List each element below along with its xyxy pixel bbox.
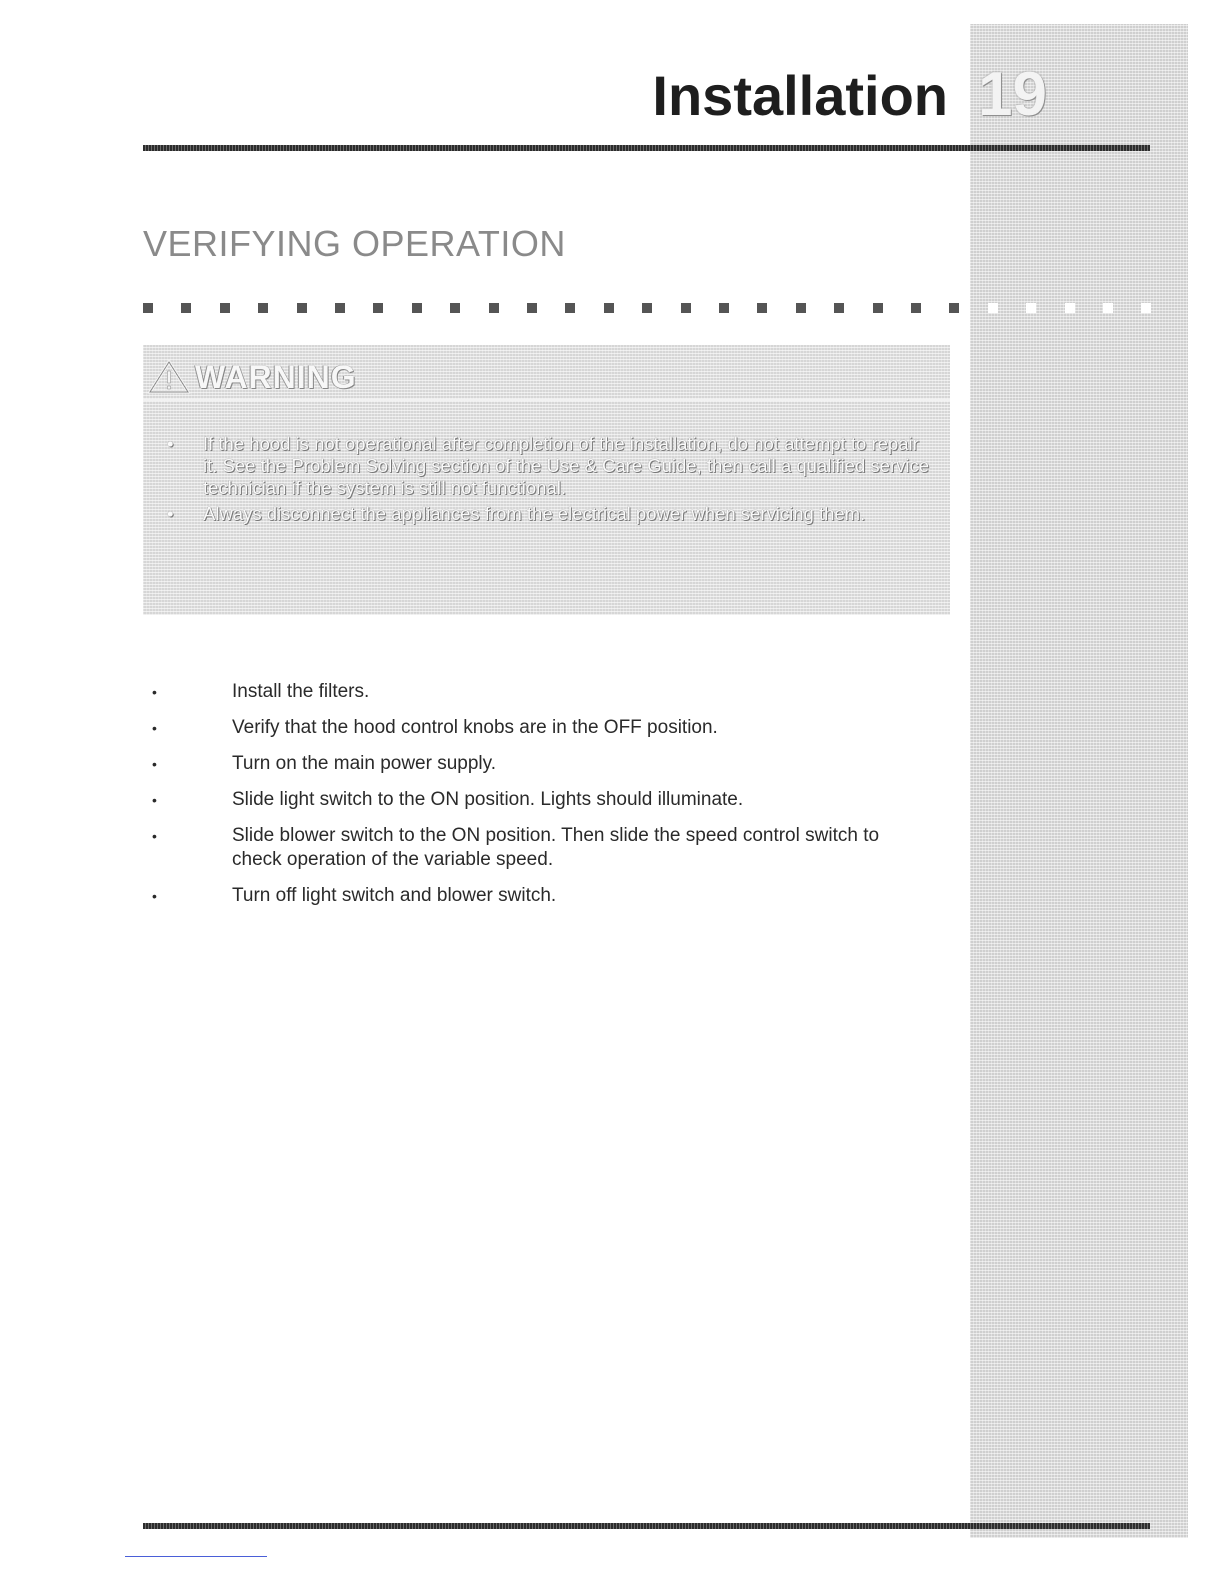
footer-rule	[143, 1523, 1150, 1529]
step-text: Install the filters.	[232, 681, 370, 702]
divider-dot	[834, 303, 844, 313]
divider-dot	[412, 303, 422, 313]
divider-dot	[258, 303, 268, 313]
divider-dot	[450, 303, 460, 313]
step-text: Slide light switch to the ON position. Lights should illuminate.	[232, 789, 744, 810]
dotted-divider	[143, 303, 1153, 313]
divider-dot	[527, 303, 537, 313]
header-rule	[143, 145, 1150, 151]
bullet: •	[152, 720, 157, 736]
divider-dot	[604, 303, 614, 313]
bullet: •	[152, 684, 157, 700]
bullet: •	[152, 792, 157, 808]
warning-box	[143, 345, 950, 615]
side-band	[970, 24, 1188, 1538]
step-text: Turn on the main power supply.	[232, 753, 497, 774]
divider-dot	[949, 303, 959, 313]
warning-item	[163, 433, 933, 499]
warning-title: WARNING	[195, 358, 357, 395]
bullet: •	[152, 888, 157, 904]
divider-dot	[681, 303, 691, 313]
list-item	[148, 788, 928, 812]
warning-triangle-icon	[147, 359, 191, 395]
page-number: 19	[978, 60, 1047, 129]
list-item	[148, 824, 928, 872]
divider-dot	[1103, 303, 1113, 313]
list-item	[148, 752, 928, 776]
divider-dot	[297, 303, 307, 313]
divider-dot	[1141, 303, 1151, 313]
list-item	[148, 884, 928, 908]
list-item	[148, 680, 928, 704]
footer-link-line	[125, 1556, 267, 1557]
warning-item-text: If the hood is not operational after completion of the installation, do not attempt to repair it. See the Problem Solving section of the Use & Care Guide, then call a qualified service technician if the system is still not functional.	[203, 433, 929, 498]
step-text: Verify that the hood control knobs are in the OFF position.	[232, 717, 718, 738]
divider-dot	[143, 303, 153, 313]
warning-divider	[143, 399, 950, 401]
warning-item	[163, 503, 933, 525]
list-item	[148, 716, 928, 740]
step-text: Turn off light switch and blower switch.	[232, 885, 557, 906]
warning-header	[147, 359, 357, 395]
section-heading: VERIFYING OPERATION	[143, 223, 566, 264]
divider-dot	[335, 303, 345, 313]
divider-dot	[489, 303, 499, 313]
divider-dot	[988, 303, 998, 313]
divider-dot	[719, 303, 729, 313]
warning-list	[163, 433, 933, 529]
divider-dot	[220, 303, 230, 313]
divider-dot	[565, 303, 575, 313]
bullet: •	[167, 433, 174, 454]
divider-dot	[642, 303, 652, 313]
warning-item-text: Always disconnect the appliances from the electrical power when servicing them.	[203, 503, 866, 524]
divider-dot	[757, 303, 767, 313]
bullet: •	[167, 503, 174, 524]
divider-dot	[1065, 303, 1075, 313]
bullet: •	[152, 828, 157, 844]
divider-dot	[373, 303, 383, 313]
step-text: Slide blower switch to the ON position. Then slide the speed control switch to check operation of the variable speed.	[232, 825, 880, 870]
divider-dot	[911, 303, 921, 313]
divider-dot	[873, 303, 883, 313]
page-title: Installation	[652, 64, 948, 127]
steps-list	[148, 680, 928, 920]
bullet: •	[152, 756, 157, 772]
divider-dot	[796, 303, 806, 313]
divider-dot	[1026, 303, 1036, 313]
divider-dot	[181, 303, 191, 313]
